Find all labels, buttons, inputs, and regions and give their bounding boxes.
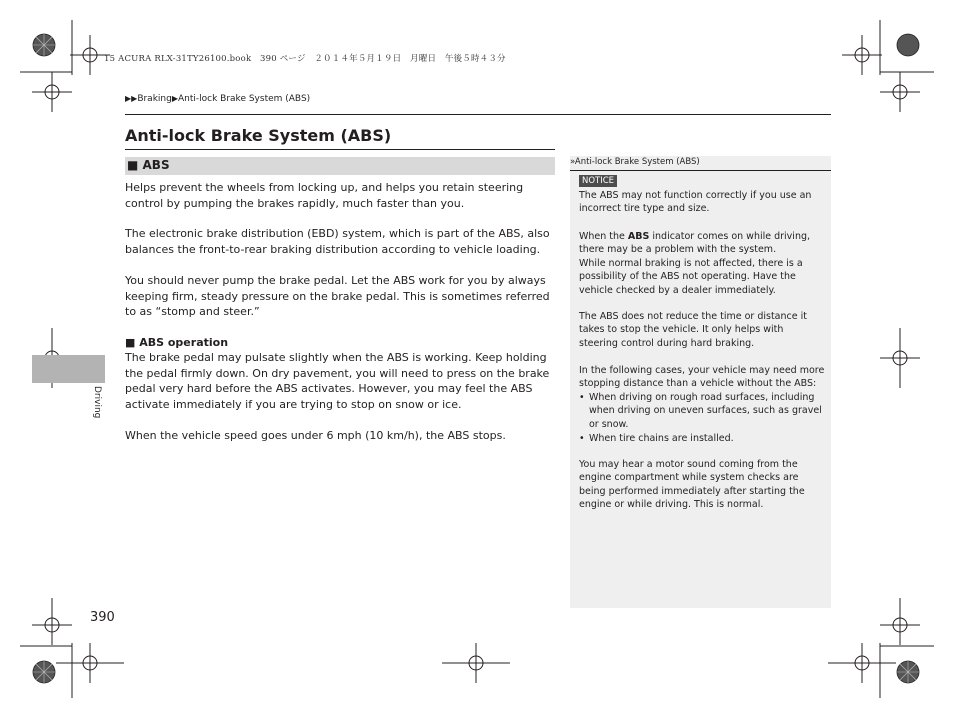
breadcrumb-link-braking[interactable]: Braking: [137, 94, 172, 104]
sidebar-paragraph-2-end: indicator comes on while driving, there may be a problem with the system.: [579, 231, 811, 256]
sidebar-notes-panel: [570, 156, 831, 608]
section-heading: ■ ABS: [127, 158, 170, 172]
sidebar-reference: [570, 156, 831, 169]
sidebar-paragraph-5: In the following cases, your vehicle may need more stopping distance than a vehicle without the ABS:: [579, 365, 825, 390]
sidebar-paragraph-3: While normal braking is not affected, there is a possibility of the ABS not operating. Have the vehicle checked by a dealer immediately.: [579, 258, 803, 296]
page-title: Anti-lock Brake System (ABS): [125, 126, 392, 145]
sidebar-paragraph-1: The ABS may not function correctly if you use an incorrect tire type and size.: [579, 190, 812, 215]
intro-paragraph-2: The electronic brake distribution (EBD) system, which is part of the ABS, also balances the front-to-rear braking distribution according to vehicle loading.: [125, 227, 550, 256]
sidebar-reference-label[interactable]: Anti-lock Brake System (ABS): [574, 157, 700, 167]
operation-paragraph-2: When the vehicle speed goes under 6 mph (10 km/h), the ABS stops.: [125, 429, 506, 442]
sidebar-paragraph-6: You may hear a motor sound coming from the engine compartment while system checks are being performed immediately after starting the engine or while driving. This is normal.: [579, 459, 805, 511]
reference-arrow-icon: »: [570, 157, 575, 167]
chapter-tab: [32, 355, 105, 383]
intro-paragraph-3: You should never pump the brake pedal. Let the ABS work for you by always keeping firm, steady pressure on the brake pedal. This is sometimes referred to as “stomp and steer.”: [125, 274, 550, 319]
sidebar-paragraph-4: The ABS does not reduce the time or distance it takes to stop the vehicle. It only helps with steering control during hard braking.: [579, 311, 807, 349]
file-info-header: 15 ACURA RLX-31TY26100.book 390 ページ ２０１４年５月１９日 月曜日 午後５時４３分: [104, 54, 506, 64]
header-divider: [125, 114, 831, 115]
chapter-tab-label: Driving: [92, 386, 102, 419]
section-header-bar: [125, 157, 555, 175]
sidebar-paragraph-2-start: When the: [579, 231, 628, 242]
sidebar-paragraph-2: [579, 230, 825, 257]
notice-badge: NOTICE: [579, 175, 617, 187]
sidebar-bullet-item: • When tire chains are installed.: [579, 432, 825, 445]
page-number: 390: [90, 610, 115, 625]
subheading-abs-operation: ■ ABS operation: [125, 336, 229, 349]
breadcrumb-separator-icon: ▶: [171, 94, 178, 103]
sidebar-bullet-item: • When driving on rough road surfaces, including when driving on uneven surfaces, such as gravel or snow.: [579, 391, 825, 431]
breadcrumb-current: Anti-lock Brake System (ABS): [178, 94, 311, 104]
sidebar-divider: [570, 170, 831, 171]
operation-paragraph-1: The brake pedal may pulsate slightly when the ABS is working. Keep holding the pedal firmly down. On dry pavement, you will need to press on the brake pedal very hard before the ABS activates. However, you may feel the ABS activate immediately if you are trying to stop on snow or ice.: [125, 351, 550, 411]
breadcrumb: [125, 94, 310, 104]
intro-paragraph-1: Helps prevent the wheels from locking up, and helps you retain steering control by pumping the brakes rapidly, much faster than you.: [125, 181, 524, 210]
breadcrumb-prefix-icon: ▶▶: [125, 94, 138, 103]
title-divider: [125, 149, 555, 150]
abs-indicator-label: ABS: [627, 231, 650, 242]
